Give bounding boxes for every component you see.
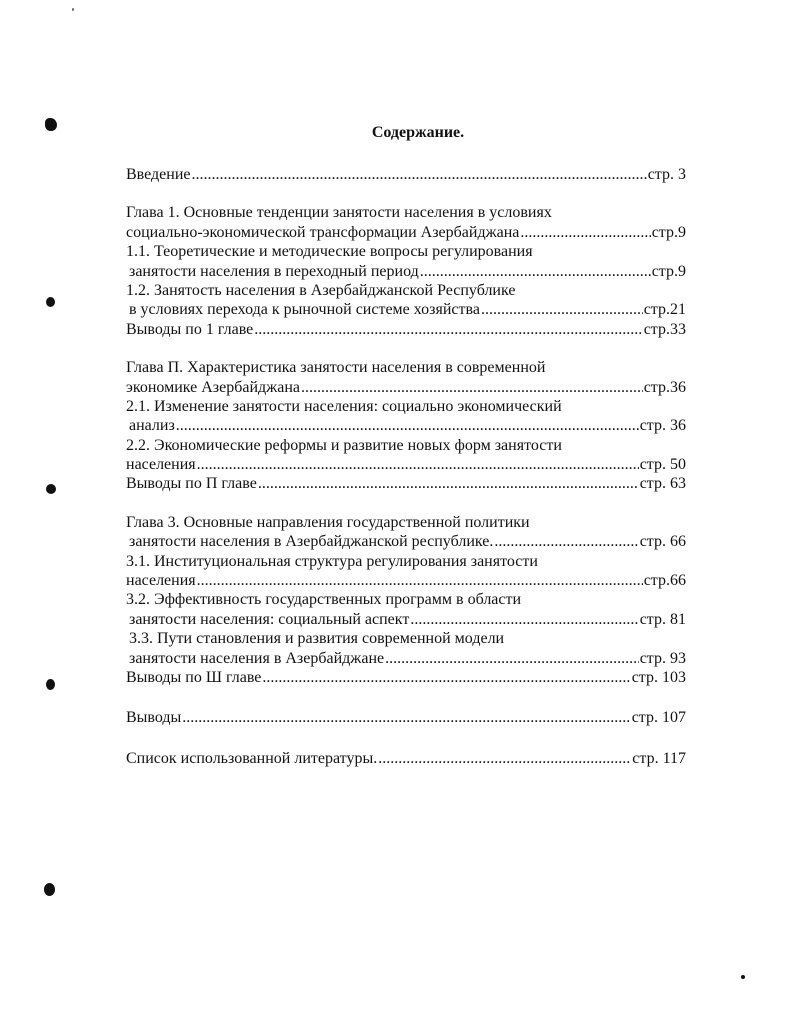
toc-entry-page: стр. 81 xyxy=(639,610,686,628)
toc-leader-dots xyxy=(182,708,630,727)
toc-chapter3-heading-cont[interactable] xyxy=(126,532,686,551)
binder-hole-mark xyxy=(46,679,55,690)
toc-entry-text: Выводы по Ш главе xyxy=(126,668,262,686)
toc-entry-text: занятости населения в Азербайджанской республике. xyxy=(129,533,494,551)
toc-entry-page: стр. 93 xyxy=(639,649,686,667)
toc-section-1-2[interactable]: 1.2. Занятость населения в Азербайджанской Республике xyxy=(126,281,516,299)
toc-section-1-1[interactable]: 1.1. Теоретические и методические вопросы регулирования xyxy=(126,243,533,261)
scan-speck xyxy=(741,975,745,979)
scan-speck xyxy=(72,8,74,11)
toc-leader-dots xyxy=(258,474,639,493)
toc-entry-text: населения xyxy=(126,572,196,590)
toc-entry-text: занятости населения в переходный период xyxy=(129,262,419,280)
toc-leader-dots xyxy=(420,262,651,281)
toc-entry-page: стр. 3 xyxy=(647,166,686,183)
toc-section-3-3-cont[interactable] xyxy=(126,649,686,668)
toc-chapter2-conclusion[interactable] xyxy=(126,474,686,493)
toc-chapter2-heading[interactable]: Глава П. Характеристика занятости населения в современной xyxy=(126,359,546,377)
toc-entry-text: анализ xyxy=(129,417,175,435)
toc-leader-dots xyxy=(378,749,631,768)
toc-entry-intro[interactable] xyxy=(126,165,686,184)
page-title: Содержание. xyxy=(371,124,465,141)
toc-entry-page: стр.9 xyxy=(651,223,686,241)
toc-leader-dots xyxy=(385,649,639,668)
toc-entry-text: Список использованной литературы. xyxy=(126,749,378,767)
toc-entry-page: стр. 63 xyxy=(639,475,686,493)
toc-entry-text: занятости населения в Азербайджане xyxy=(129,649,385,667)
toc-entry-text: Выводы по П главе xyxy=(126,475,257,493)
toc-leader-dots xyxy=(262,668,630,687)
toc-section-2-1[interactable]: 2.1. Изменение занятости населения: социально экономический xyxy=(126,397,562,415)
toc-entry-page: стр. 50 xyxy=(639,456,686,474)
toc-entry-references[interactable] xyxy=(126,749,686,768)
toc-section-2-1-cont[interactable] xyxy=(126,416,686,435)
toc-section-2-2[interactable]: 2.2. Экономические реформы и развитие новых форм занятости xyxy=(126,436,562,454)
toc-chapter3-conclusion[interactable] xyxy=(126,668,686,687)
toc-section-1-2-cont[interactable] xyxy=(126,300,686,319)
toc-entry-conclusions[interactable] xyxy=(126,708,686,727)
toc-entry-text: Выводы xyxy=(126,709,182,727)
toc-entry-page: стр. 36 xyxy=(639,417,686,435)
toc-section-3-2-cont[interactable] xyxy=(126,610,686,629)
toc-leader-dots xyxy=(197,455,639,474)
toc-leader-dots xyxy=(192,165,647,184)
toc-entry-page: стр.33 xyxy=(643,320,686,338)
toc-entry-page: стр. 103 xyxy=(631,668,686,686)
toc-entry-page: стр. 66 xyxy=(639,533,686,551)
toc-leader-dots xyxy=(197,571,643,590)
toc-chapter1-conclusion[interactable] xyxy=(126,320,686,339)
toc-entry-page: стр.9 xyxy=(651,262,686,280)
toc-leader-dots xyxy=(301,378,643,397)
toc-chapter1-heading-cont[interactable] xyxy=(126,223,686,242)
toc-section-3-3[interactable]: 3.3. Пути становления и развития современной модели xyxy=(129,630,505,648)
toc-entry-page: стр.36 xyxy=(643,378,686,396)
toc-chapter1-heading[interactable]: Глава 1. Основные тенденции занятости населения в условиях xyxy=(126,204,552,222)
toc-section-1-1-cont[interactable] xyxy=(126,262,686,281)
toc-entry-text: занятости населения: социальный аспект xyxy=(129,610,410,628)
toc-entry-text: Введение xyxy=(126,166,191,183)
table-of-contents xyxy=(126,165,686,768)
toc-entry-text: экономике Азербайджана xyxy=(126,378,300,396)
toc-section-3-2[interactable]: 3.2. Эффективность государственных программ в области xyxy=(126,591,522,609)
toc-entry-text: Выводы по 1 главе xyxy=(126,320,254,338)
toc-entry-page: стр. 107 xyxy=(631,709,686,727)
toc-section-2-2-cont[interactable] xyxy=(126,455,686,474)
toc-section-3-1-cont[interactable] xyxy=(126,571,686,590)
toc-leader-dots xyxy=(176,416,639,435)
toc-entry-page: стр. 117 xyxy=(632,749,686,767)
toc-leader-dots xyxy=(481,300,643,319)
toc-leader-dots xyxy=(410,610,638,629)
toc-chapter2-heading-cont[interactable] xyxy=(126,378,686,397)
toc-chapter3-heading[interactable]: Глава 3. Основные направления государственной политики xyxy=(126,513,530,531)
toc-entry-text: социально-экономической трансформации Азербайджана xyxy=(126,223,520,241)
toc-leader-dots xyxy=(520,223,650,242)
toc-entry-page: стр.66 xyxy=(643,572,686,590)
binder-hole-mark xyxy=(46,484,56,494)
toc-entry-text: населения xyxy=(126,456,196,474)
toc-section-3-1[interactable]: 3.1. Институциональная структура регулирования занятости xyxy=(126,552,538,570)
binder-hole-mark xyxy=(46,297,55,307)
toc-leader-dots xyxy=(494,532,638,551)
toc-entry-text: в условиях перехода к рыночной системе хозяйства xyxy=(129,301,480,319)
toc-entry-page: стр.21 xyxy=(643,301,686,319)
binder-hole-mark xyxy=(44,883,55,896)
toc-leader-dots xyxy=(254,320,642,339)
